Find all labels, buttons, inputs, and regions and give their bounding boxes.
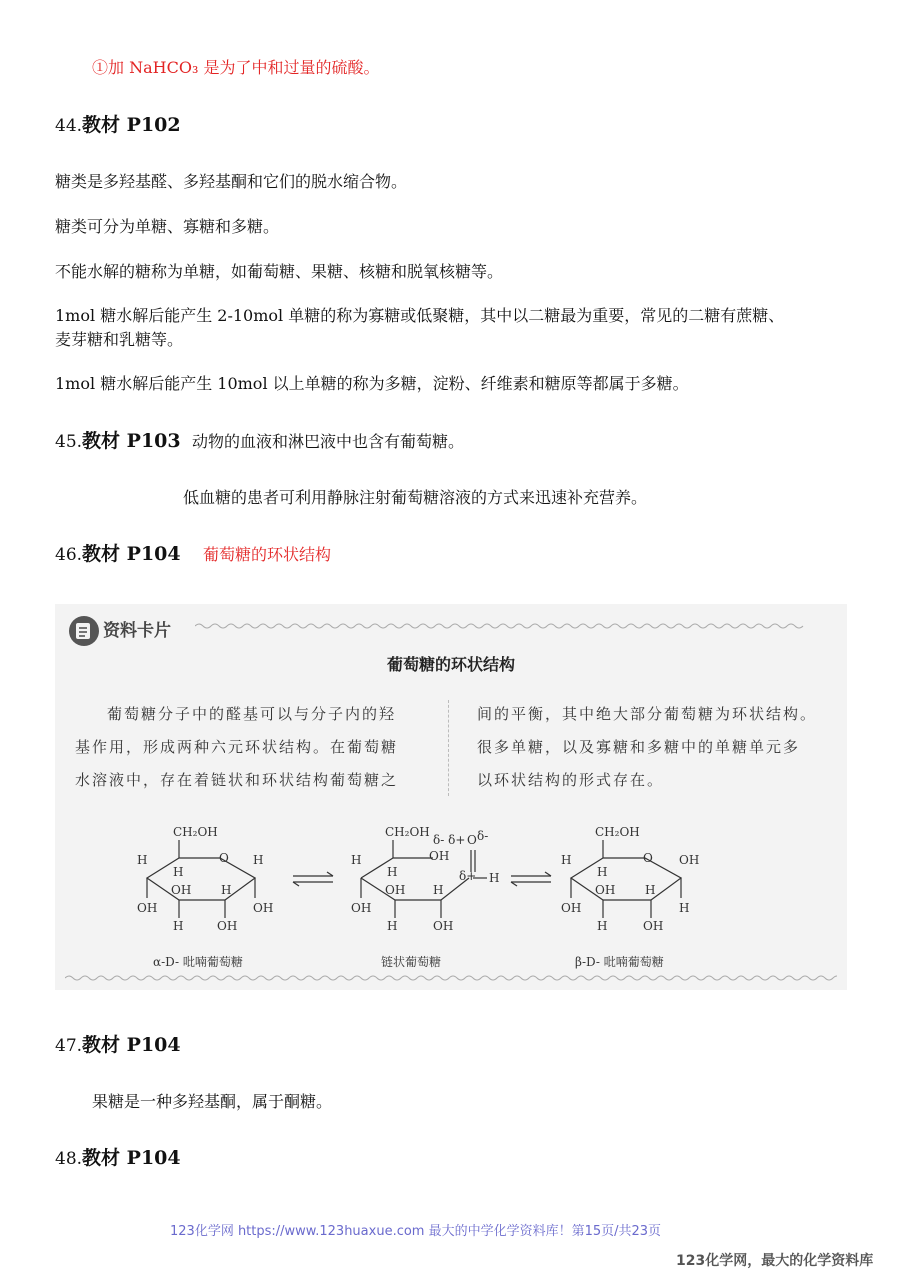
svg-text:H: H: [221, 883, 232, 897]
beta-glucose-structure: [561, 825, 699, 933]
card-text-line: 葡萄糖分子中的醛基可以与分子内的羟: [107, 705, 397, 723]
svg-text:CH₂OH: CH₂OH: [385, 825, 430, 839]
svg-text:H: H: [387, 919, 398, 933]
svg-text:OH: OH: [217, 919, 238, 933]
svg-text:H: H: [433, 883, 444, 897]
svg-text:H: H: [387, 865, 398, 879]
paragraph: 不能水解的糖称为单糖，如葡萄糖、果糖、核糖和脱氧核糖等。: [55, 262, 504, 281]
caption-alpha: α-D- 吡喃葡萄糖: [153, 955, 243, 969]
card-left-column: [75, 698, 398, 797]
svg-text:δ- δ+: δ- δ+: [433, 833, 466, 847]
svg-text:OH: OH: [171, 883, 192, 897]
paragraph: 低血糖的患者可利用静脉注射葡萄糖溶液的方式来迅速补充营养。: [183, 488, 648, 507]
paragraph: 糖类可分为单糖、寡糖和多糖。: [55, 217, 280, 236]
svg-text:OH: OH: [351, 901, 372, 915]
svg-text:H: H: [597, 865, 608, 879]
wavy-rule-top: [195, 622, 835, 630]
card-text-line: 水溶液中，存在着链状和环状结构葡萄糖之: [75, 771, 399, 789]
card-right-column: [477, 698, 817, 797]
caption-beta: β-D- 吡喃葡萄糖: [575, 955, 664, 969]
section-46-topic: 葡萄糖的环状结构: [203, 545, 332, 564]
card-heading: 葡萄糖的环状结构: [386, 655, 515, 674]
equilibrium-arrow-icon: [293, 872, 333, 886]
glucose-structures: [55, 814, 847, 990]
svg-text:H: H: [173, 865, 184, 879]
paragraph: 果糖是一种多羟基酮，属于酮糖。: [92, 1092, 333, 1111]
svg-text:OH: OH: [429, 849, 450, 863]
svg-text:OH: OH: [595, 883, 616, 897]
card-text-line: 很多单糖，以及寡糖和多糖中的单糖单元多: [477, 738, 801, 756]
section-number: 45.: [55, 432, 83, 452]
card-text-line: 间的平衡，其中绝大部分葡萄糖为环状结构。: [477, 705, 818, 723]
svg-text:O: O: [467, 833, 477, 847]
svg-text:OH: OH: [561, 901, 582, 915]
svg-text:H: H: [137, 853, 148, 867]
svg-text:CH₂OH: CH₂OH: [595, 825, 640, 839]
watermark: 123化学网，最大的化学资料库: [676, 1253, 874, 1269]
section-44-heading: [55, 114, 181, 137]
section-title: 教材 P104: [82, 1034, 181, 1056]
equilibrium-arrow-icon: [511, 872, 551, 886]
wavy-rule-bottom: [65, 974, 837, 982]
svg-text:O: O: [219, 851, 229, 865]
column-divider: [448, 700, 449, 796]
page-footer[interactable]: 123化学网 https://www.123huaxue.com 最大的中学化学资料库！第15页/共23页: [170, 1224, 662, 1239]
svg-text:H: H: [645, 883, 656, 897]
section-45-heading: [55, 430, 181, 453]
section-47-heading: [55, 1034, 181, 1057]
caption-chain: 链状葡萄糖: [381, 955, 442, 969]
card-label: 资料卡片: [103, 621, 171, 641]
svg-text:H: H: [351, 853, 362, 867]
svg-text:H: H: [253, 853, 264, 867]
section-number: 46.: [55, 545, 83, 565]
svg-text:H: H: [173, 919, 184, 933]
card-text-line: 以环状结构的形式存在。: [477, 771, 665, 789]
svg-text:H: H: [679, 901, 690, 915]
section-title: 教材 P103: [82, 430, 181, 452]
top-note: ①加 NaHCO₃ 是为了中和过量的硫酸。: [92, 58, 380, 77]
section-number: 48.: [55, 1149, 83, 1169]
svg-text:OH: OH: [679, 853, 700, 867]
svg-text:OH: OH: [385, 883, 406, 897]
svg-text:OH: OH: [643, 919, 664, 933]
paragraph: 1mol 糖水解后能产生 10mol 以上单糖的称为多糖，淀粉、纤维素和糖原等都属于多糖。: [55, 374, 689, 393]
section-title: 教材 P102: [82, 114, 181, 136]
paragraph: 麦芽糖和乳糖等。: [55, 330, 184, 349]
svg-text:OH: OH: [433, 919, 454, 933]
svg-text:OH: OH: [253, 901, 274, 915]
card-icon: [67, 612, 103, 648]
section-title: 教材 P104: [82, 543, 181, 565]
chain-glucose-structure: [351, 825, 499, 933]
paragraph: 1mol 糖水解后能产生 2-10mol 单糖的称为寡糖或低聚糖，其中以二糖最为重要，常见的二糖有蔗糖、: [55, 306, 785, 325]
svg-text:H: H: [561, 853, 572, 867]
paragraph: 动物的血液和淋巴液中也含有葡萄糖。: [192, 432, 465, 451]
alpha-glucose-structure: [137, 825, 273, 933]
section-title: 教材 P104: [82, 1147, 181, 1169]
svg-text:CH₂OH: CH₂OH: [173, 825, 218, 839]
section-number: 47.: [55, 1036, 83, 1056]
svg-text:O: O: [643, 851, 653, 865]
section-number: 44.: [55, 116, 83, 136]
svg-text:H: H: [489, 871, 500, 885]
svg-text:δ-: δ-: [477, 829, 489, 843]
svg-text:H: H: [597, 919, 608, 933]
info-card: [55, 604, 847, 990]
section-46-heading: [55, 543, 181, 566]
svg-text:OH: OH: [137, 901, 158, 915]
svg-text:δ+: δ+: [459, 869, 477, 883]
section-48-heading: [55, 1147, 181, 1170]
card-text-line: 基作用，形成两种六元环状结构。在葡萄糖: [75, 738, 399, 756]
paragraph: 糖类是多羟基醛、多羟基酮和它们的脱水缩合物。: [55, 172, 408, 191]
